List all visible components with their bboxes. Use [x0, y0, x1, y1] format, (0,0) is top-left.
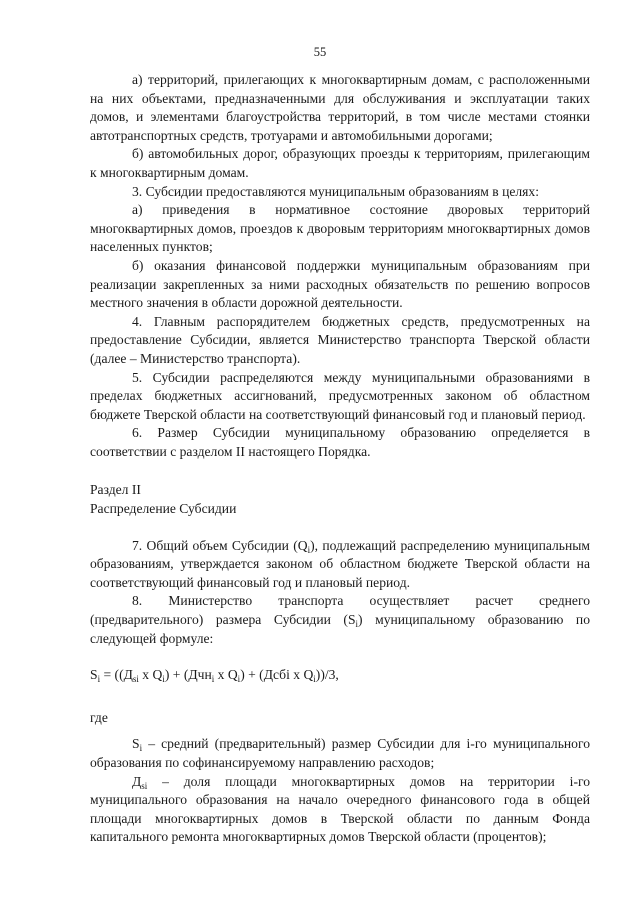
paragraph-5: 5. Субсидии распределяются между муниципальными образованиями в пределах бюджетных ассигнований, предусмотренных законом об областном бюджете Тверской области на соответствующий финансовый год и плановый период. — [90, 369, 590, 422]
definition-s: $S_i$ – средний (предварительный) размер Субсидии для і-го муниципального образования по софинансируемому направлению расходов; — [90, 736, 590, 770]
paragraph-2b: б) автомобильных дорог, образующих проезды к территориям, прилегающим к многоквартирным домам. — [90, 146, 590, 180]
formula: $S_i = ((Д_{si}$ x $Q_i) + (Дчн_i$ x $Q_i$) + (Дсбі x $Q_i))/3$, — [90, 667, 339, 685]
section-number: Раздел II — [90, 482, 141, 498]
page-number: 55 — [313, 45, 327, 59]
paragraph-6: 6. Размер Субсидии муниципальному образованию определяется в соответствии с разделом II настоящего Порядка. — [90, 425, 590, 459]
paragraph-3: 3. Субсидии предоставляются муниципальным образованиям в целях: — [132, 183, 539, 199]
paragraph-8: 8. Министерство транспорта осуществляет расчет среднего (предварительного) размера Субсидии $(S_i)$ муниципальному образованию по следующей формуле: — [90, 593, 590, 646]
paragraph-7: 7. Общий объем Субсидии $(Q_i)$, подлежащий распределению муниципальным образованиям, утверждается законом об областном бюджете Тверской области на соответствующий финансовый год и плановый период. — [90, 537, 590, 590]
document-body — [90, 71, 590, 847]
where-label: где — [90, 709, 108, 725]
paragraph-4: 4. Главным распорядителем бюджетных средств, предусмотренных на предоставление Субсидии, является Министерство транспорта Тверской области (далее – Министерство транспорта). — [90, 313, 590, 366]
section-title: Распределение Субсидии — [90, 501, 237, 517]
paragraph-3b: б) оказания финансовой поддержки муниципальным образованиям при реализации закрепленных за ними расходных обязательств по решению вопросов местного значения в области дорожной деятельности. — [90, 257, 590, 311]
definition-d: $Д_{si}$ – доля площади многоквартирных домов на территории і-го муниципального образования на начало очередного финансового года в общей площади многоквартирных домов в Тверской области по данным Фонда капитального ремонта многоквартирных домов Тверской области (процентов); — [90, 773, 590, 845]
paragraph-2a: а) территорий, прилегающих к многоквартирным домам, с расположенными на них объектами, предназначенными для обслуживания и эксплуатации таких домов, и элементами благоустройства территорий, в том числе местами стоянки автотранспортных средств, тротуарами и автомобильными дорогами; — [90, 72, 590, 143]
paragraph-3a: а) приведения в нормативное состояние дворовых территорий многоквартирных домов, проездов к дворовым территориям многоквартирных домов населенных пунктов; — [90, 202, 590, 255]
